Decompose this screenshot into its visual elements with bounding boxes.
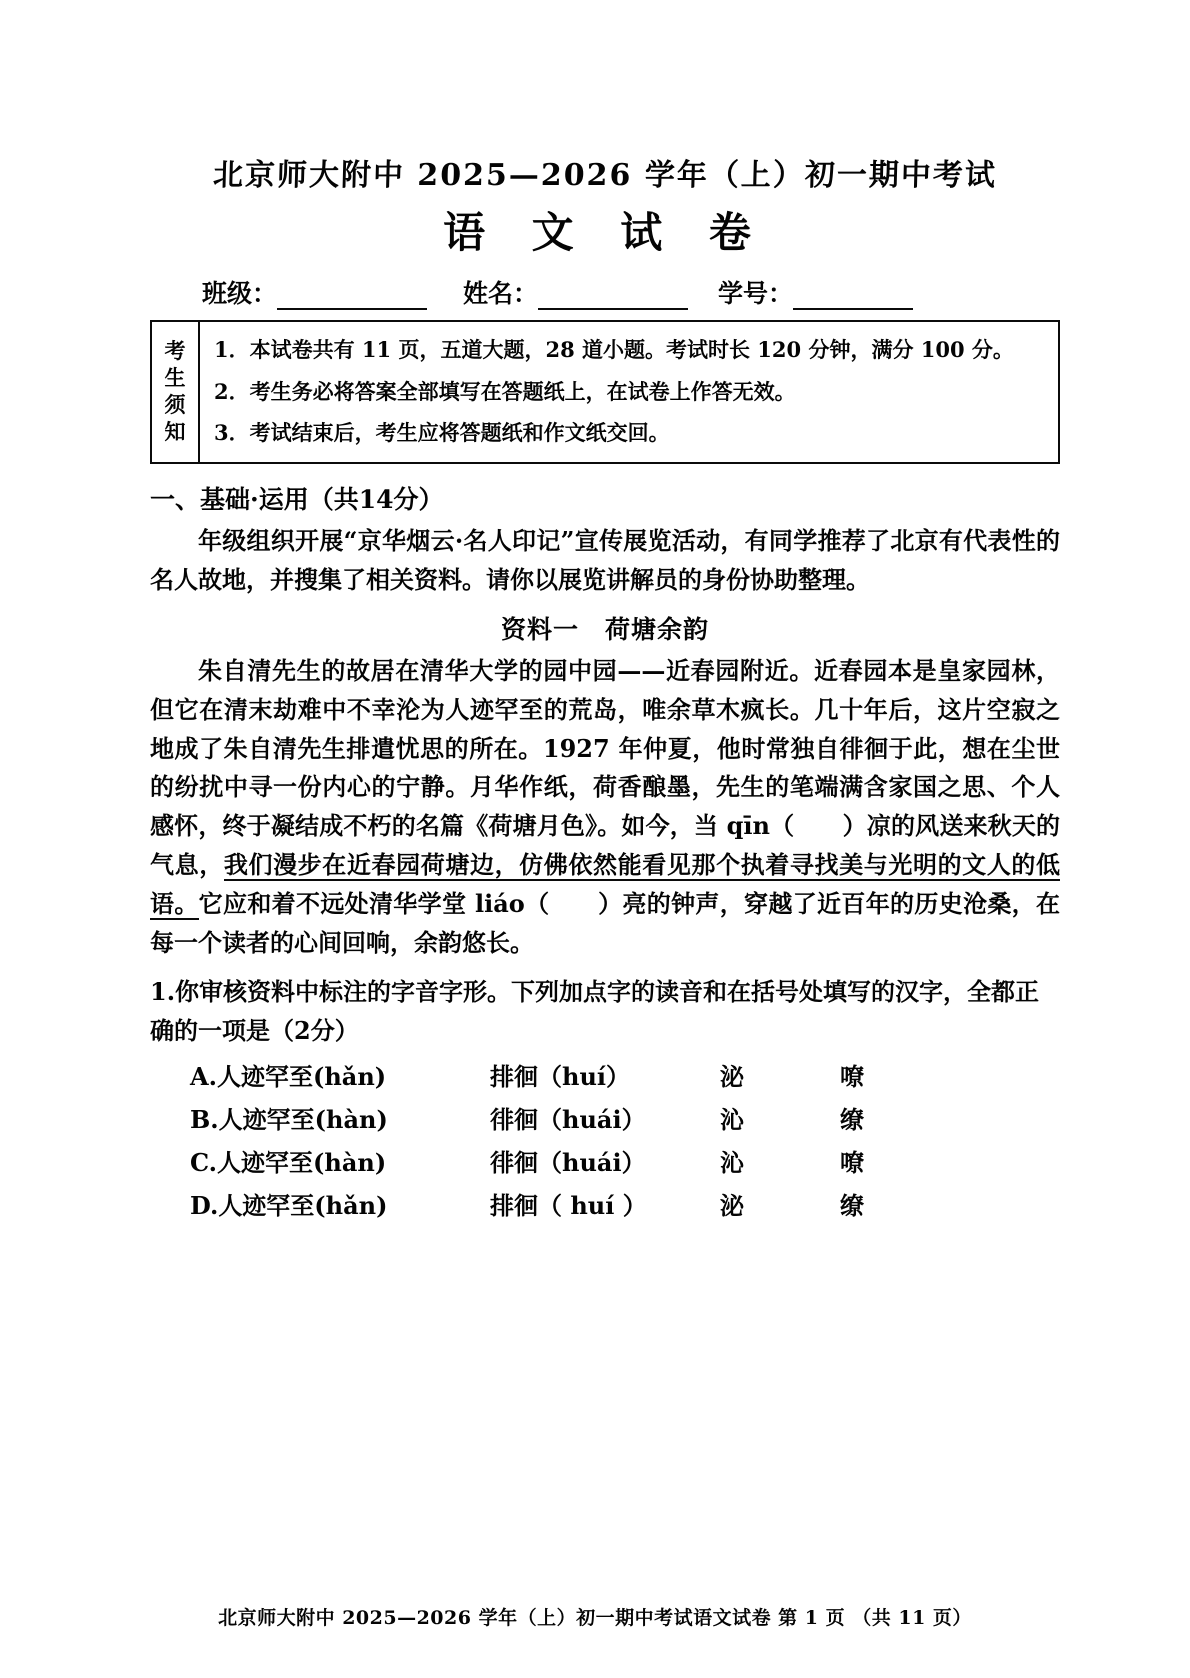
- option-col2: 排徊（ huí ）: [490, 1191, 647, 1221]
- option-col3: 泌: [720, 1191, 744, 1221]
- notice-item: 3．考试结束后，考生应将答题纸和作文纸交回。: [214, 420, 670, 446]
- class-label: 班级：: [202, 279, 278, 308]
- material-one-heading: 资料一 荷塘余韵: [500, 614, 709, 644]
- option-key: A.: [190, 1061, 217, 1091]
- option-col2: 徘徊（huái）: [490, 1104, 646, 1134]
- option-row[interactable]: [190, 1098, 1060, 1141]
- option-col4: 嘹: [840, 1147, 864, 1177]
- option-col3: 沁: [720, 1147, 744, 1177]
- option-col2: 排徊（huí）: [490, 1061, 631, 1091]
- exam-title: 北京师大附中 2025—2026 学年（上）初一期中考试: [212, 158, 998, 193]
- student-id-blank[interactable]: [793, 288, 913, 310]
- option-col3: 泌: [720, 1061, 744, 1091]
- notice-side-char: 须: [164, 392, 186, 417]
- option-key: B.: [190, 1104, 219, 1134]
- class-blank[interactable]: [277, 288, 427, 310]
- material-one-passage: [150, 652, 1060, 963]
- notice-item: 1．本试卷共有 11 页，五道大题，28 道小题。考试时长 120 分钟，满分 100 分。: [214, 337, 1014, 363]
- page-footer: 北京师大附中 2025—2026 学年（上）初一期中考试语文试卷 第 1 页 （共 11 页）: [218, 1607, 972, 1629]
- notice-box: [150, 320, 1060, 464]
- option-key: D.: [190, 1191, 219, 1221]
- option-col1: 人迹罕至(hǎn): [218, 1191, 388, 1221]
- question-1-stem: 1.你审核资料中标注的字音字形。下列加点字的读音和在括号处填写的汉字，全都正确的一项是（2分）: [150, 976, 1040, 1045]
- notice-side-char: 考: [164, 338, 186, 364]
- option-col2: 徘徊（huái）: [490, 1147, 646, 1177]
- notice-side-char: 生: [164, 365, 186, 391]
- section-intro-paragraph: 年级组织开展“京华烟云·名人印记”宣传展览活动，有同学推荐了北京有代表性的名人故地，并搜集了相关资料。请你以展览讲解员的身份协助整理。: [150, 526, 1060, 594]
- option-row[interactable]: [190, 1055, 1060, 1098]
- student-id-label: 学号：: [718, 279, 794, 308]
- notice-body: [200, 322, 1058, 462]
- option-col1: 人迹罕至(hàn): [218, 1104, 388, 1134]
- option-key: C.: [190, 1147, 218, 1177]
- option-key-and-col1: [190, 1191, 490, 1221]
- passage-part-two: 它应和着不远处清华学堂 liáo（ ）亮的钟声，穿越了近百年的历史沧桑，在每一个读者的心间回响，余韵悠长。: [150, 889, 1061, 957]
- option-col4: 缭: [840, 1104, 864, 1134]
- student-id-field[interactable]: [718, 274, 913, 310]
- student-info-row: [150, 274, 1060, 310]
- option-col1: 人迹罕至(hàn): [217, 1147, 387, 1177]
- paper-title: 语 文 试 卷: [443, 208, 767, 257]
- option-key-and-col1: [190, 1061, 490, 1091]
- option-col4: 嘹: [840, 1061, 864, 1091]
- name-blank[interactable]: [538, 288, 688, 310]
- class-field[interactable]: [202, 274, 427, 310]
- option-row[interactable]: [190, 1141, 1060, 1184]
- passage-underlined-sentence: 我们漫步在近春园荷塘边，仿佛依然能看见那个执着寻找美与光明的文人的低语。: [150, 850, 1061, 918]
- option-col4: 缭: [840, 1191, 864, 1221]
- question-1-options: [150, 1055, 1060, 1228]
- notice-side-char: 知: [164, 418, 186, 444]
- section-heading-one: 一、基础·运用（共14分）: [150, 485, 444, 514]
- passage-part-one: 朱自清先生的故居在清华大学的园中园——近春园附近。近春园本是皇家园林，但它在清末劫难中不幸沦为人迹罕至的荒岛，唯余草木疯长。几十年后，这片空寂之地成了朱自清先生排遣忧思的所在。1927 年仲夏，他时常独自徘徊于此，想在尘世的纷扰中寻一份内心的宁静。月华作纸，荷香酿墨，先生的笔端满含家国之思、个人感怀，终于凝结成不朽的名篇《荷塘月色》。如今，当 qīn（ ）凉的风送来秋天的气息，: [150, 655, 1060, 880]
- option-key-and-col1: [190, 1104, 490, 1134]
- option-col3: 沁: [720, 1104, 744, 1134]
- notice-side-label: [152, 322, 200, 462]
- notice-item: 2．考生务必将答案全部填写在答题纸上，在试卷上作答无效。: [214, 378, 796, 404]
- name-label: 姓名：: [463, 279, 539, 308]
- option-row[interactable]: [190, 1184, 1060, 1227]
- option-key-and-col1: [190, 1147, 490, 1177]
- name-field[interactable]: [463, 274, 688, 310]
- option-col1: 人迹罕至(hǎn): [216, 1061, 387, 1091]
